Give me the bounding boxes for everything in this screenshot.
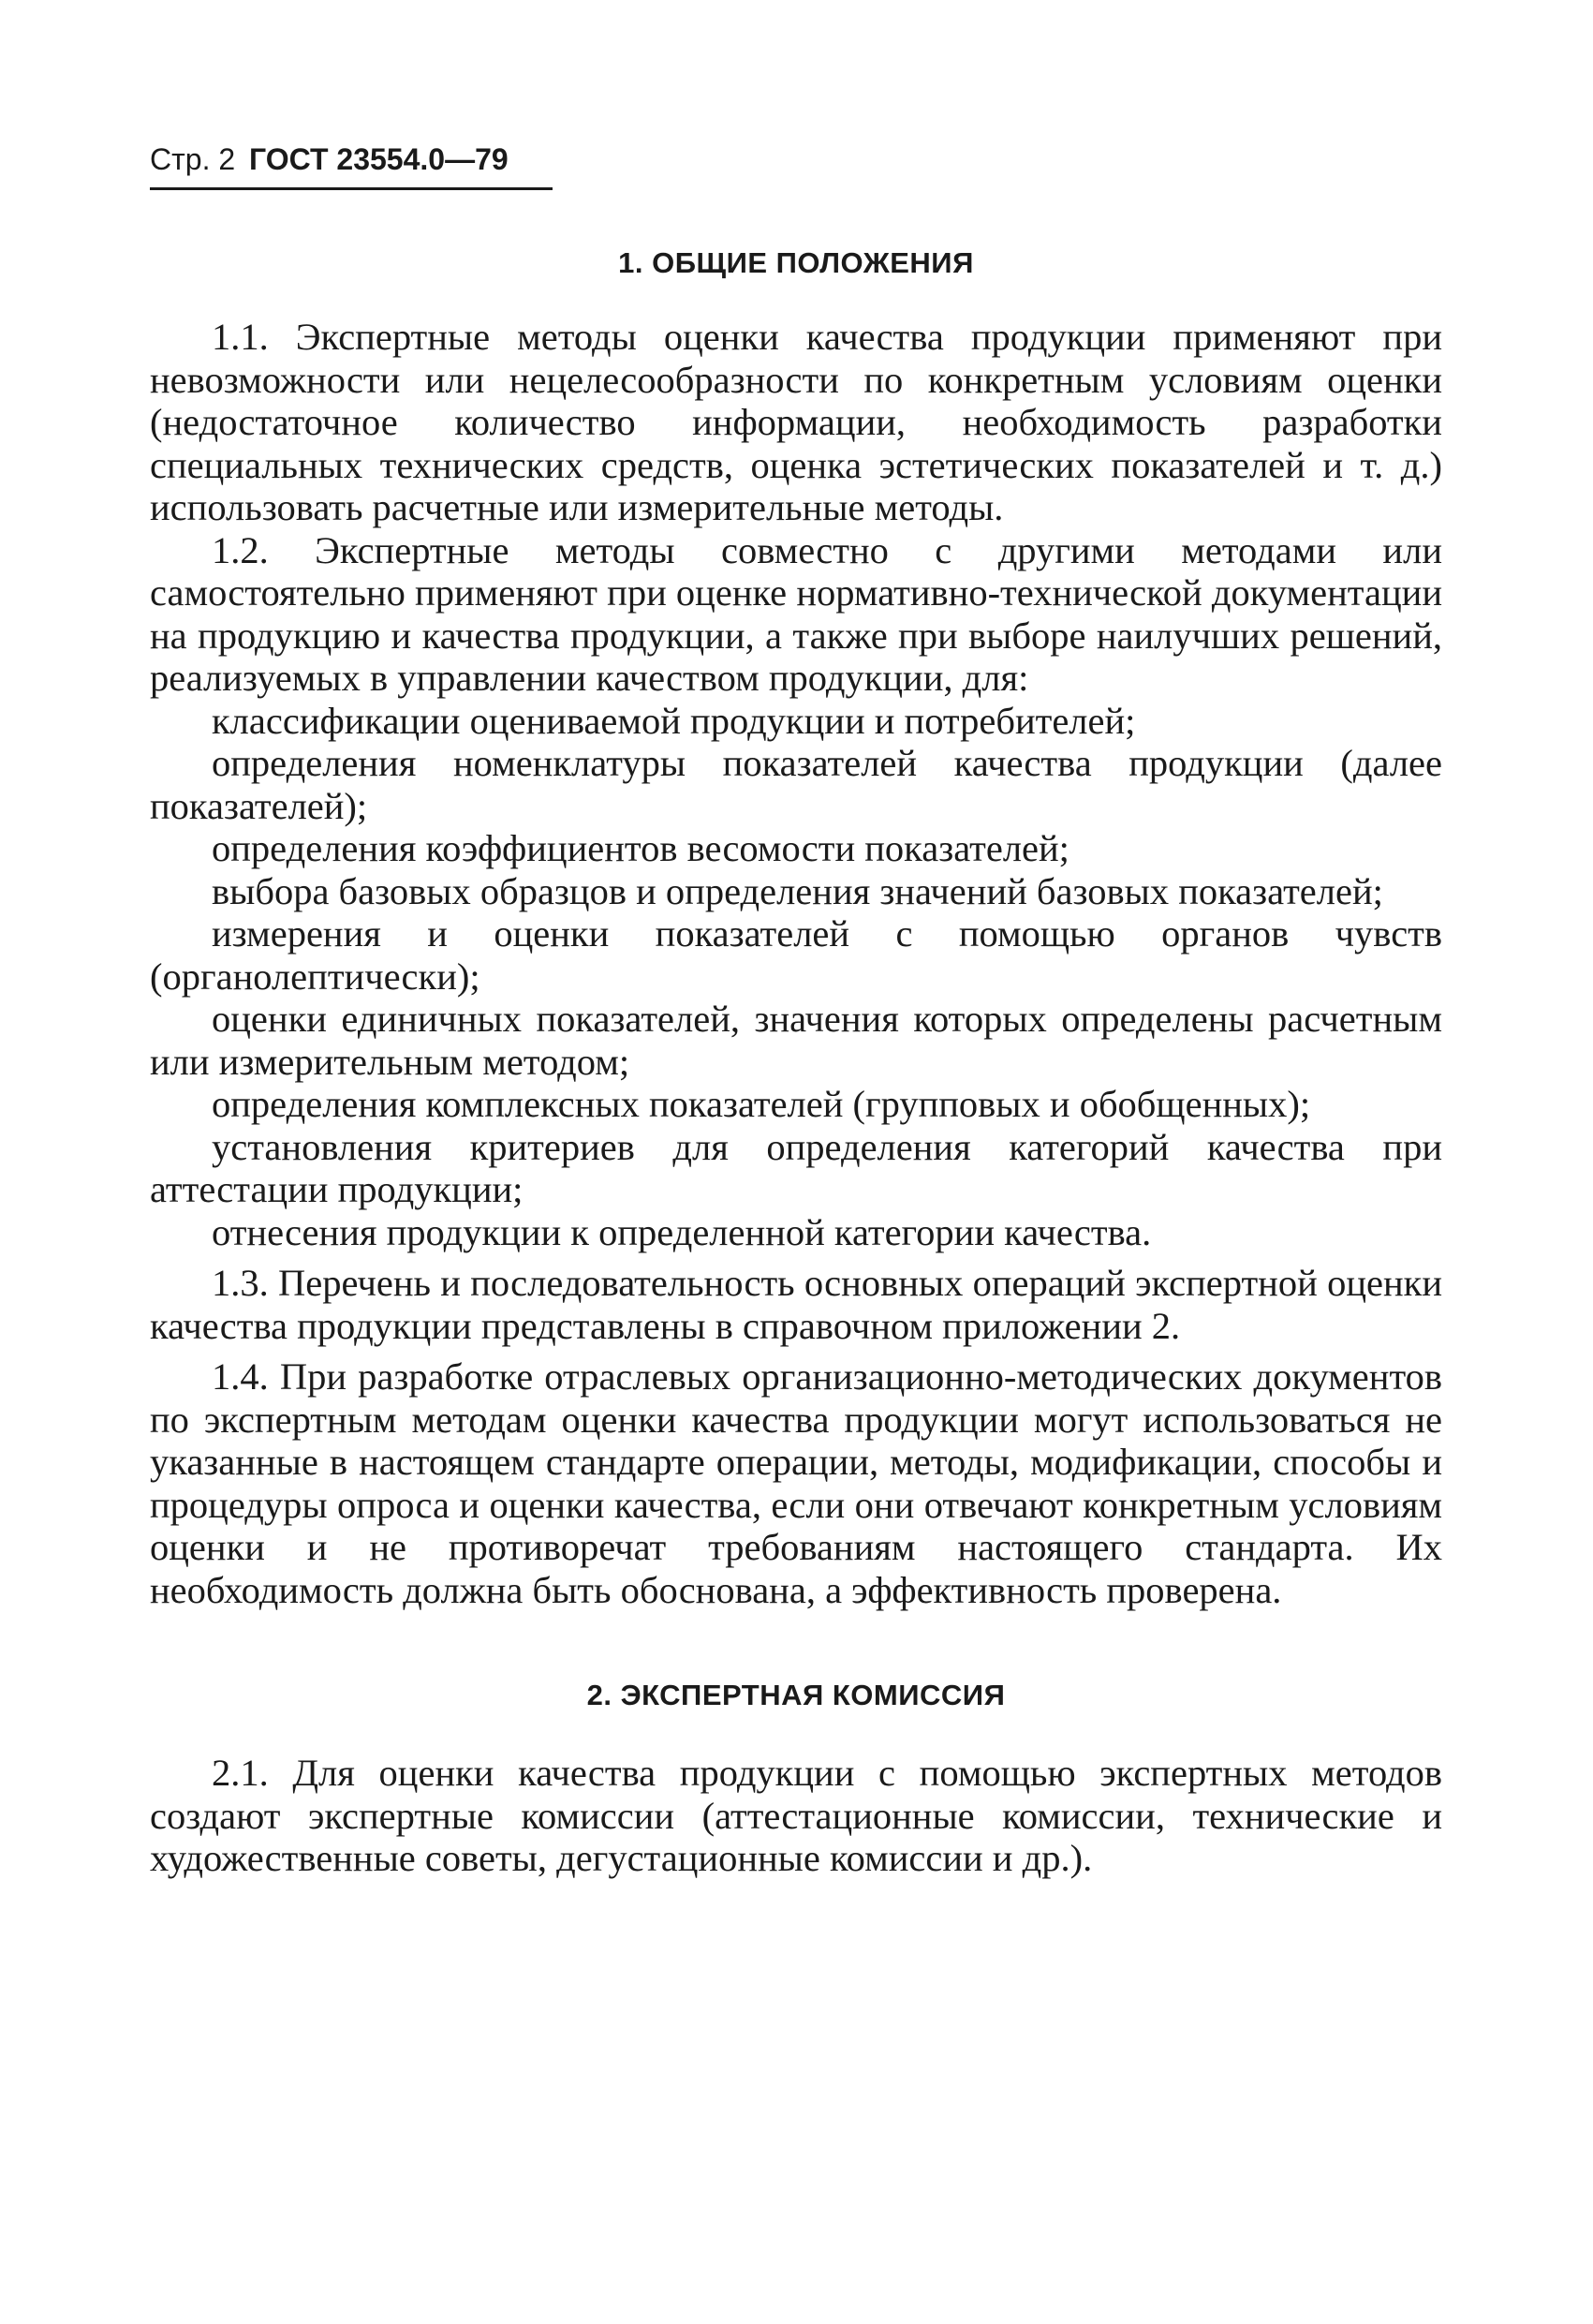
page-number-label: Стр. 2 — [150, 142, 236, 176]
list-item: установления критериев для определения категорий качества при аттестации продукции; — [150, 1125, 1442, 1210]
clause-1-1: 1.1. Экспертные методы оценки качества продукции применяют при невозможности или нецелесообразности по конкретным условиям оценки (недостаточное количество информации, необходимость разработки специальных технических средств, оценка эстетических показателей и т. д.) использовать расчетные или измерительные методы. — [150, 316, 1442, 528]
section-2-heading: 2. ЭКСПЕРТНАЯ КОМИССИЯ — [586, 1679, 1006, 1711]
clause-2-1: 2.1. Для оценки качества продукции с помощью экспертных методов создают экспертные комиссии (аттестационные комиссии, технические и художественные советы, дегустационные комиссии и др.). — [150, 1752, 1442, 1879]
clause-1-4: 1.4. При разработке отраслевых организационно-методических документов по экспертным методам оценки качества продукции могут использоваться не указанные в настоящем стандарте операции, методы, модификации, способы и процедуры опроса и оценки качества, если они отвечают конкретным условиям оценки и не противоречат требованиям настоящего стандарта. Их необходимость должна быть обоснована, а эффективность проверена. — [150, 1355, 1442, 1611]
list-item: выбора базовых образцов и определения значений базовых показателей; — [212, 869, 1383, 912]
document-page — [150, 141, 1442, 1880]
list-item: отнесения продукции к определенной категории качества. — [212, 1210, 1152, 1253]
section-1-heading: 1. ОБЩИЕ ПОЛОЖЕНИЯ — [618, 246, 974, 279]
list-item: измерения и оценки показателей с помощью органов чувств (органолептически); — [150, 912, 1442, 998]
list-item: определения номенклатуры показателей качества продукции (далее показателей); — [150, 742, 1442, 827]
clause-1-3: 1.3. Перечень и последовательность основных операций экспертной оценки качества продукции представлены в справочном приложении 2. — [150, 1262, 1442, 1347]
section-2-body — [150, 1752, 1442, 1880]
standard-number: ГОСТ 23554.0—79 — [249, 142, 509, 176]
list-item: оценки единичных показателей, значения которых определены расчетным или измерительным методом; — [150, 998, 1442, 1083]
list-item: определения коэффициентов весомости показателей; — [212, 827, 1069, 869]
clause-1-2: 1.2. Экспертные методы совместно с другими методами или самостоятельно применяют при оценке нормативно-технической документации на продукцию и качества продукции, а также при выборе наилучших решений, реализуемых в управлении качеством продукции, для: — [150, 528, 1442, 699]
list-item: определения комплексных показателей (групповых и обобщенных); — [212, 1083, 1311, 1125]
page-header — [150, 141, 553, 190]
list-item: классификации оцениваемой продукции и потребителей; — [212, 699, 1136, 742]
section-1-body — [150, 316, 1442, 1611]
